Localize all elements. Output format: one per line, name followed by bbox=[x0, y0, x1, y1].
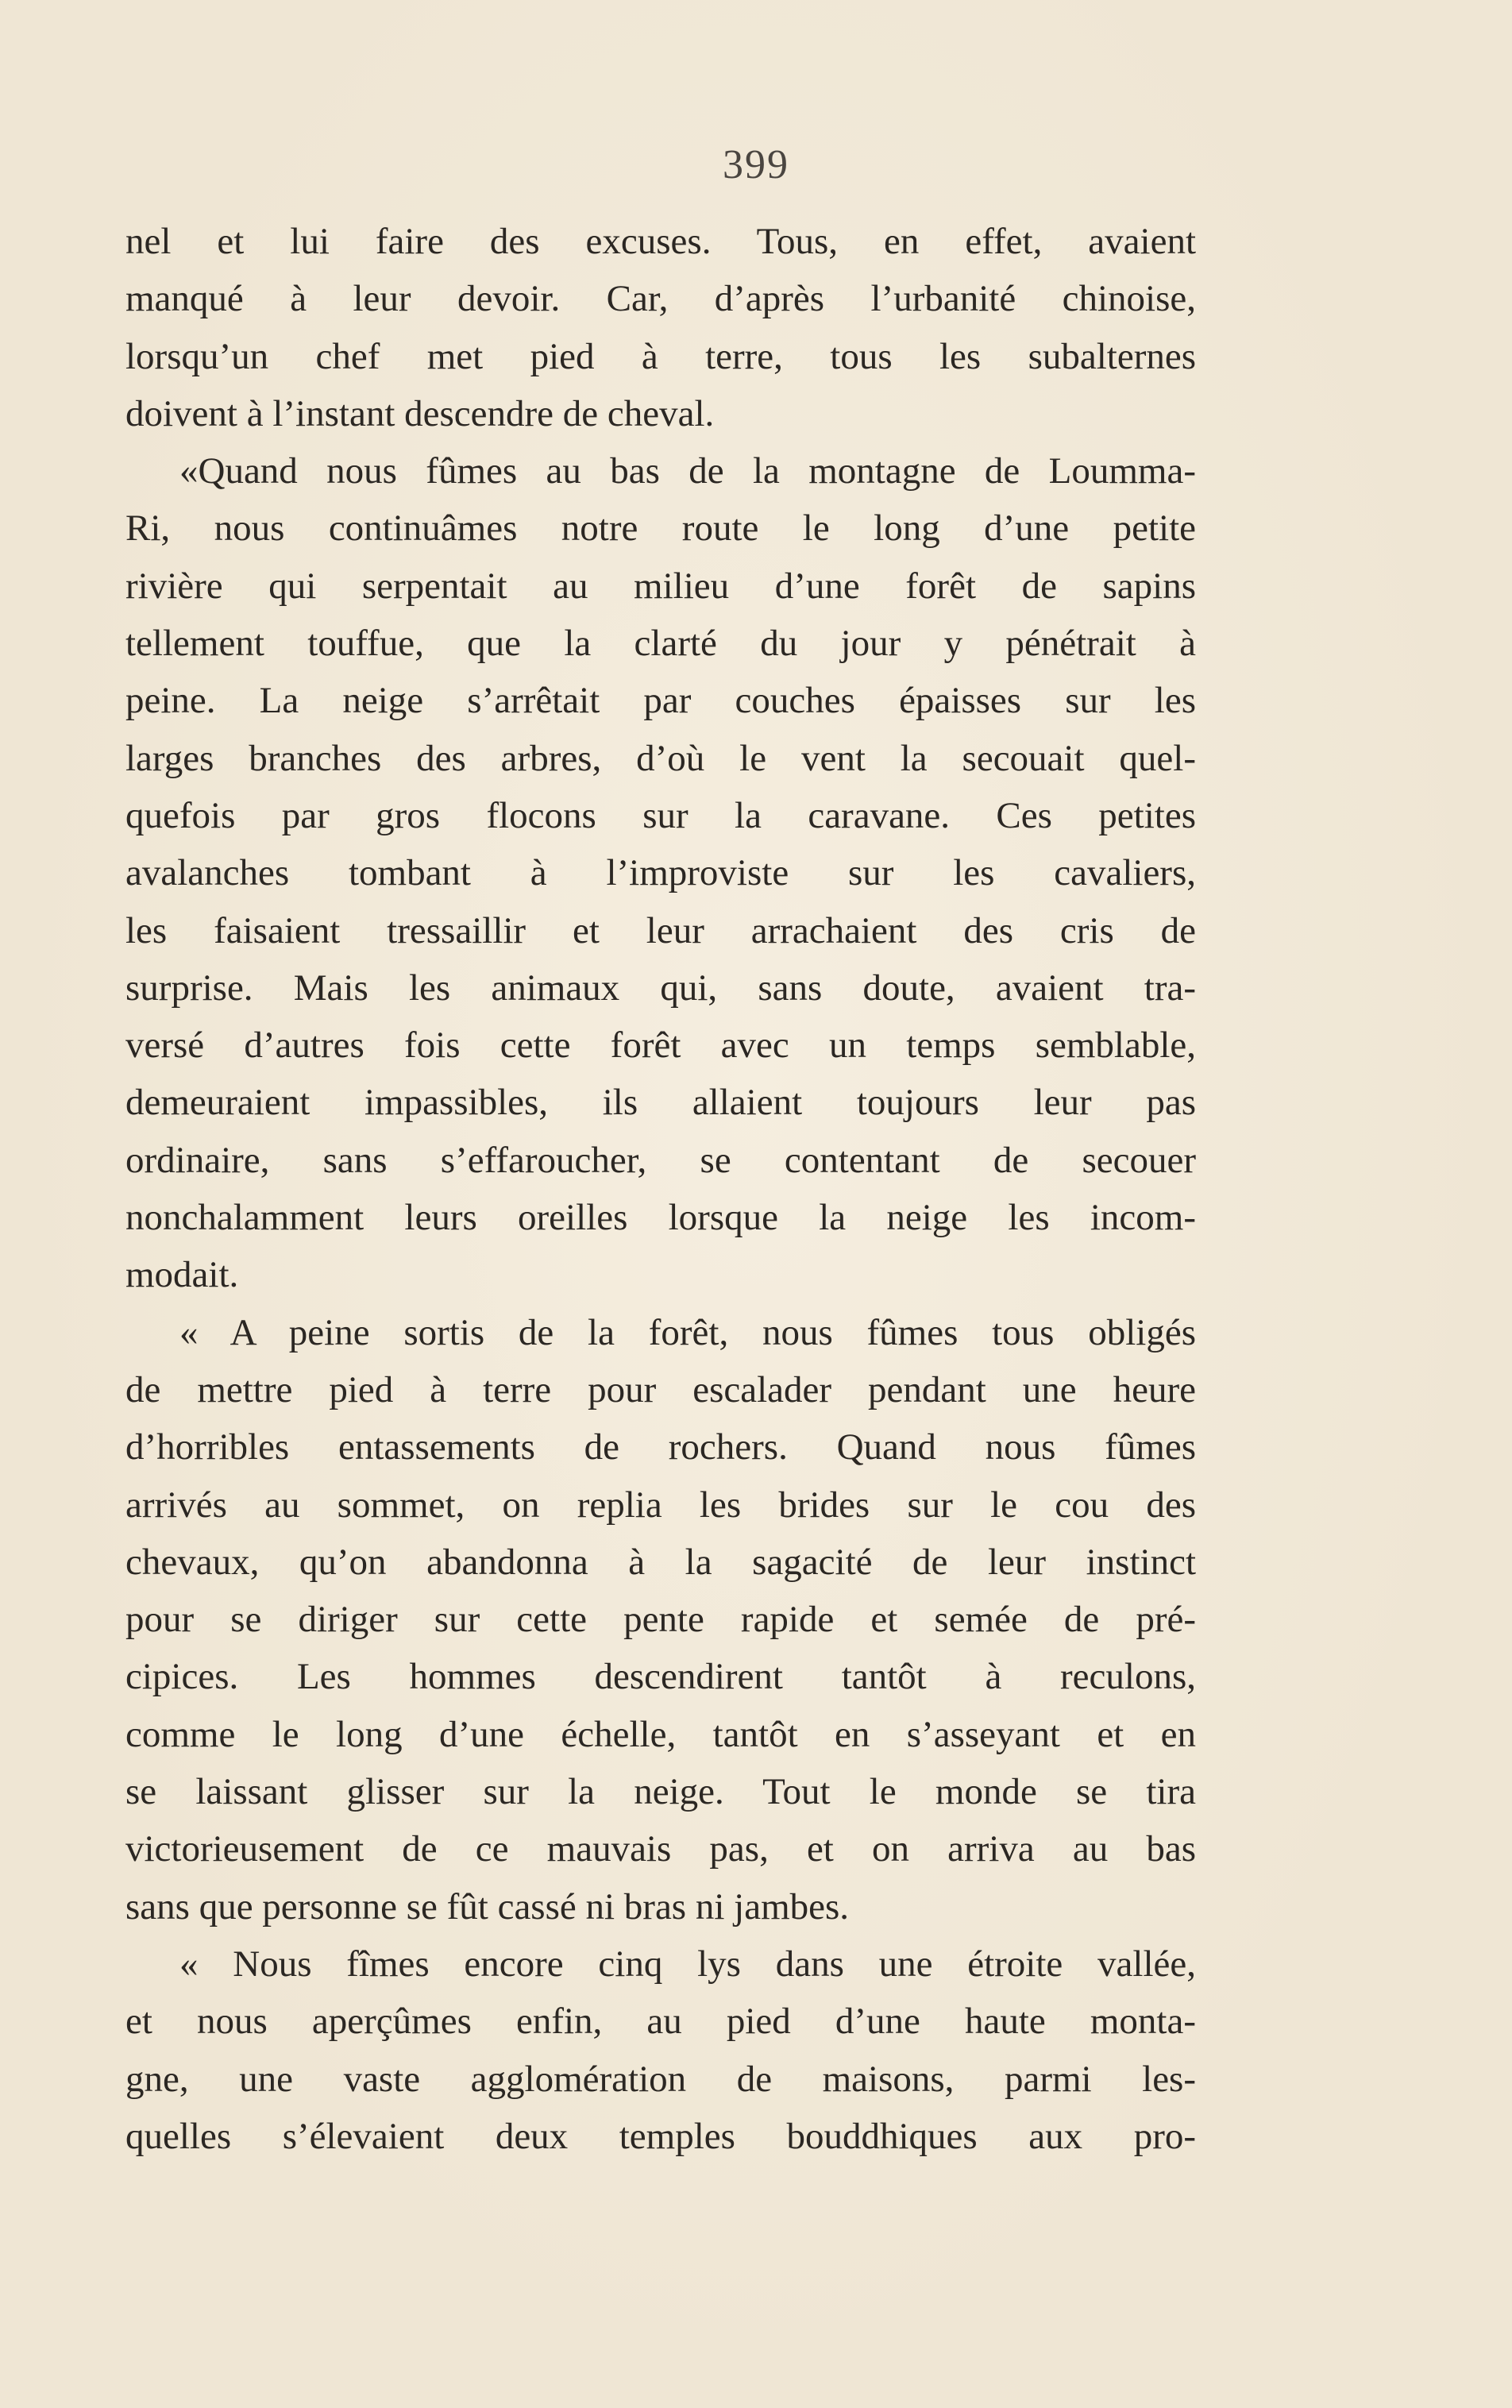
text-line: de mettre pied à terre pour escalader pendant une heure bbox=[125, 1368, 1196, 1410]
paragraph-start-line: «Quand nous fûmes au bas de la montagne de Loumma- bbox=[179, 450, 1196, 492]
text-line: victorieusement de ce mauvais pas, et on arriva au bas bbox=[125, 1828, 1196, 1870]
text-line: doivent à l’instant descendre de cheval. bbox=[125, 392, 715, 434]
text-line: arrivés au sommet, on replia les brides sur le cou des bbox=[125, 1484, 1196, 1526]
text-line: quefois par gros flocons sur la caravane. Ces petites bbox=[125, 794, 1196, 836]
page-number: 399 bbox=[723, 142, 789, 187]
text-line: manqué à leur devoir. Car, d’après l’urbanité chinoise, bbox=[125, 278, 1196, 320]
text-line: tellement touffue, que la clarté du jour y pénétrait à bbox=[125, 623, 1196, 665]
text-line: lorsqu’un chef met pied à terre, tous les subalternes bbox=[125, 335, 1196, 377]
text-line: larges branches des arbres, d’où le vent la secouait quel- bbox=[125, 737, 1196, 779]
text-line: ordinaire, sans s’effaroucher, se contentant de secouer bbox=[125, 1139, 1196, 1181]
text-line: se laissant glisser sur la neige. Tout le monde se tira bbox=[125, 1771, 1196, 1813]
paragraph-start-line: « Nous fîmes encore cinq lys dans une étroite vallée, bbox=[179, 1943, 1196, 1985]
text-line: nel et lui faire des excuses. Tous, en effet, avaient bbox=[125, 221, 1196, 262]
text-line: rivière qui serpentait au milieu d’une forêt de sapins bbox=[125, 565, 1196, 607]
text-line: nonchalamment leurs oreilles lorsque la neige les incom- bbox=[125, 1197, 1196, 1239]
text-line: les faisaient tressaillir et leur arrachaient des cris de bbox=[125, 909, 1196, 951]
text-line: modait. bbox=[125, 1254, 239, 1296]
paragraph-start-line: « A peine sortis de la forêt, nous fûmes tous obligés bbox=[179, 1311, 1196, 1353]
text-line: chevaux, qu’on abandonna à la sagacité de leur instinct bbox=[125, 1541, 1196, 1583]
text-line: cipices. Les hommes descendirent tantôt à reculons, bbox=[125, 1656, 1196, 1698]
text-line: pour se diriger sur cette pente rapide et semée de pré- bbox=[125, 1599, 1196, 1641]
text-line: gne, une vaste agglomération de maisons, parmi les- bbox=[125, 2058, 1196, 2100]
text-line: demeuraient impassibles, ils allaient toujours leur pas bbox=[125, 1082, 1196, 1124]
text-line: quelles s’élevaient deux temples bouddhiques aux pro- bbox=[125, 2115, 1196, 2157]
text-line: Ri, nous continuâmes notre route le long d’une petite bbox=[125, 507, 1196, 550]
text-line: et nous aperçûmes enfin, au pied d’une haute monta- bbox=[125, 2001, 1196, 2043]
text-line: avalanches tombant à l’improviste sur les cavaliers, bbox=[125, 852, 1196, 894]
text-line: versé d’autres fois cette forêt avec un temps semblable, bbox=[125, 1025, 1196, 1067]
text-line: peine. La neige s’arrêtait par couches épaisses sur les bbox=[125, 680, 1196, 722]
text-line: comme le long d’une échelle, tantôt en s’asseyant et en bbox=[125, 1713, 1196, 1755]
text-line: sans que personne se fût cassé ni bras ni jambes. bbox=[125, 1885, 850, 1928]
text-line: surprise. Mais les animaux qui, sans doute, avaient tra- bbox=[125, 967, 1196, 1009]
text-line: d’horribles entassements de rochers. Quand nous fûmes bbox=[125, 1426, 1196, 1468]
body-text bbox=[125, 213, 1196, 2165]
